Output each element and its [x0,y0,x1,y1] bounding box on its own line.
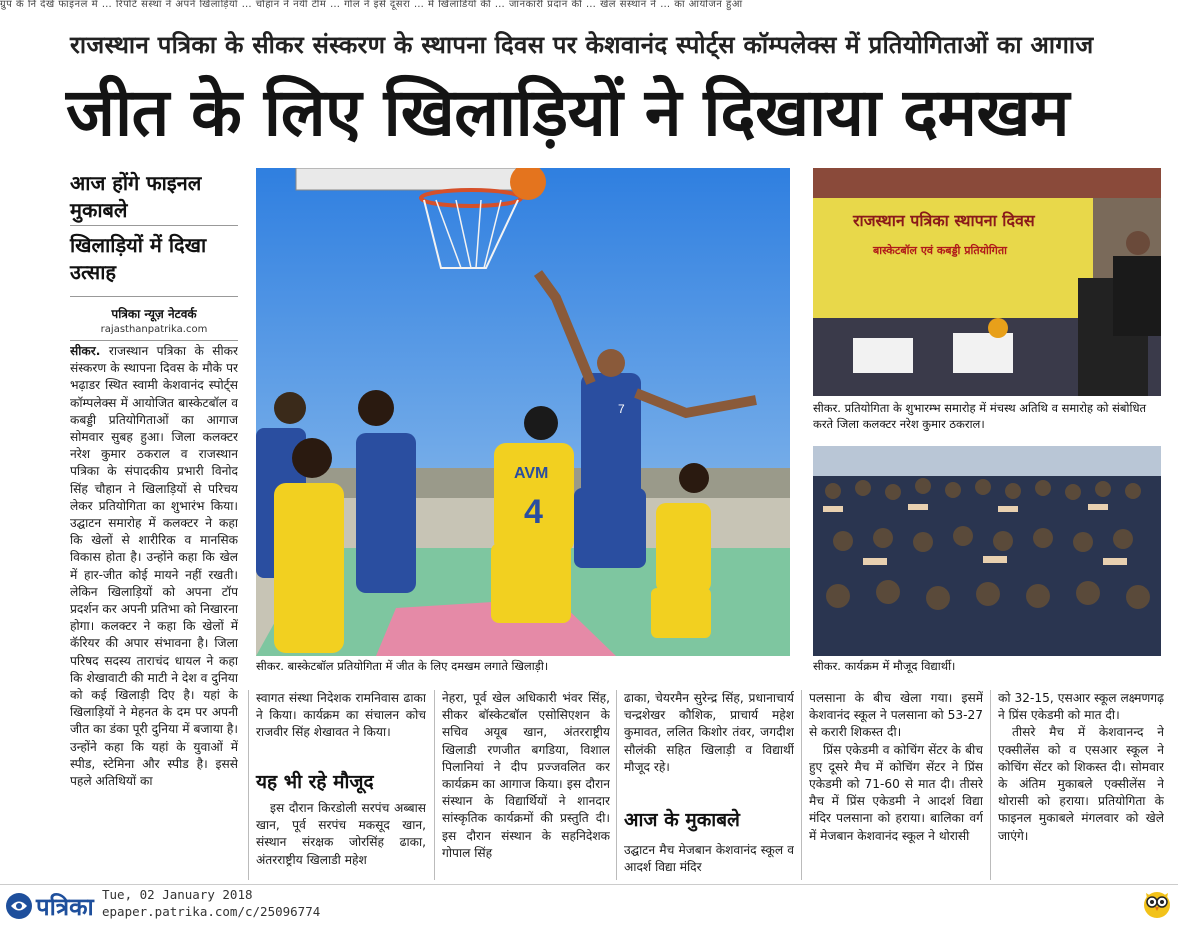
column-divider [434,690,435,880]
article-text: ढाका, चेयरमैन सुरेन्द्र सिंह, प्रधानाचार्य चन्द्रशेखर कौशिक, प्राचार्य महेश कुमावत, ललित किशोर तंवर, जगदीश सौलंकी सहित खिलाड़ी व विद्यार्थी मौजूद रहे। [624,691,794,774]
students-photo-art [813,446,1161,656]
epaper-url-link[interactable]: epaper.patrika.com/c/25096774 [102,904,321,919]
patrika-logo-icon[interactable] [6,893,32,919]
article-column-4-top [624,690,794,808]
top-strip-text: ग्रुप के नि देखे फाइनल में … रिपोर्ट संस्था ने अपने खिलाड़ियों … चौहान ने नयी टीम … गोल ने इसे दूसरा … में खिलाडियो की … जानकारी प्रदान की … खेल संस्थान ने … का आयोजन हुआ [0,0,743,10]
article-text: स्वागत संस्था निदेशक रामनिवास ढाका ने किया। कार्यक्रम का संचालन कोच राजवीर सिंह शेखावत ने किया। [256,691,426,740]
article-column-1 [70,343,238,881]
basketball-photo [256,168,790,656]
article-text: राजस्थान पत्रिका के सीकर संस्करण के स्थापना दिवस के मौके पर भढ़ाडर स्थित स्वामी केशवानंद स्पोर्ट्स कॉम्पलेक्स में आयोजित बास्केटबॉल व कबड्डी प्रतियोगिताओं का आगाज सोमवार सुबह हुआ। जिला कलक्टर नरेश कुमार ठकराल व राजस्थान पत्रिका के संपादकीय प्रभारी विनोद सिंह चौहान ने खिलाड़ियों से परिचय लेकर प्रतियोगिता का शुभारंभ किया। उद्घाटन समारोह में कलक्टर ने कहा कि खेलों से शारीरिक व मानसिक विकास होता है। उन्होंने कहा कि खेल में हार-जीत कोई मायने नहीं रखती। लेकिन खिलाड़ियों को अपना टॉप प्रदर्शन कर अपनी प्रतिभा को निखारना होगा। कलक्टर ने कहा कि खेलों में कॅरियर की अपार संभावना है। जिला परिषद सदस्य ताराचंद धायल ने कहा कि शेखावाटी की माटी ने देश व दुनिया को कई खिलाड़ी दिए है। यहां के खिलाड़ियों ने मेहनत के दम पर अपनी जीत का डंका पूरी दुनिया में बजाया है। उन्होंने कहा कि यहां के युवाओं में स्पीड, स्टेमिना और स्पीड है। इससे पहले अतिथियों का [70,344,238,789]
jersey-number: 7 [618,402,625,416]
owl-icon[interactable] [1142,887,1172,919]
basketball-photo-caption: सीकर. बास्केटबॉल प्रतियोगिता में जीत के लिए दमखम लगाते खिलाड़ी। [256,659,549,673]
site-credit: rajasthanpatrika.com [100,324,208,335]
article-column-2-bottom [256,800,426,882]
subhead-divider [70,225,238,226]
article-text: उद्घाटन मैच मेजबान केशवानंद स्कूल व आदर्श विद्या मंदिर [624,843,794,875]
section-heading-present: यह भी रहे मौजूद [256,771,374,793]
article-text: इस दौरान किरडोली सरपंच अब्बास खान, पूर्व सरपंच मकसूद खान, संस्थान संरक्षक जोरसिंह ढाका, अंतरराष्ट्रीय खिलाडी महेश [256,801,426,867]
subhead-divider [70,296,238,297]
column-divider [801,690,802,880]
main-headline: जीत के लिए खिलाड़ियों ने दिखाया दमखम [66,74,1069,151]
banner-title: राजस्थान पत्रिका स्थापना दिवस [853,211,1035,230]
edition-date: Tue, 02 January 2018 [102,887,253,902]
dateline: सीकर. [70,344,101,358]
stage-photo-art [813,168,1161,396]
stage-photo-caption: सीकर. प्रतियोगिता के शुभारम्भ समारोह में मंचस्थ अतिथि व समारोह को संबोधित करते जिला कलक्टर नरेश कुमार ठकराल। [813,401,1147,431]
stage-photo [813,168,1161,396]
banner-subtitle: बास्केटबॉल एवं कबड्डी प्रतियोगिता [873,244,1007,257]
students-photo [813,446,1161,656]
byline: पत्रिका न्यूज़ नेटवर्क [111,307,197,321]
column-divider [616,690,617,880]
kicker-headline: राजस्थान पत्रिका के सीकर संस्करण के स्थापना दिवस पर केशवानंद स्पोर्ट्स कॉम्पलेक्स में प्रतियोगिताओं का आगाज [70,31,1094,59]
article-text: तीसरे मैच में केशवानन्द ने एक्सीलेंस को व एसआर स्कूल ने कोचिंग सेंटर को शिकस्त दी। सोमवार के अंतिम मुकाबले एक्सीलेंस ने थोरासी को हराया। प्रतियोगिता के फाइनल मुकाबले मंगलवार को खेले जाएंगे। [998,725,1164,843]
article-text: को 32-15, एसआर स्कूल लक्ष्मणगढ़ ने प्रिंस एकेडमी को मात दी। [998,691,1164,723]
article-text: पलसाना के बीच खेला गया। इसमें केशवानंद स्कूल ने पलसाना को 53-27 से करारी शिकस्त दी। [809,691,983,740]
basketball-photo-art [256,168,790,656]
article-column-6 [998,690,1164,882]
column-divider [248,690,249,880]
patrika-logo-text[interactable]: पत्रिका [36,893,94,921]
column-divider [990,690,991,880]
article-column-2-top [256,690,426,770]
students-photo-caption: सीकर. कार्यक्रम में मौजूद विद्यार्थी। [813,659,956,673]
article-column-4-bottom [624,842,794,882]
byline-divider [70,340,238,341]
jersey-letters: AVM [514,465,549,482]
subhead-enthusiasm: खिलाड़ियों में दिखा उत्साह [70,233,207,284]
jersey-number: 4 [524,493,543,531]
subhead-final-matches: आज होंगे फाइनल मुकाबले [70,171,202,222]
article-text: प्रिंस एकेडमी व कोचिंग सेंटर के बीच हुए दूसरे मैच में कोचिंग सेंटर ने प्रिंस एकेडमी को 71-60 से मात दी। तीसरे मैच में प्रिंस एकेडमी ने आदर्श विद्या मंदिर पलसाना को हराया। बालिका वर्ग में मेजबान केशवानंद स्कूल ने थोरासी [809,742,983,843]
section-heading-matches: आज के मुकाबले [624,809,740,831]
article-column-3 [442,690,610,882]
article-column-5 [809,690,983,882]
article-text: नेहरा, पूर्व खेल अधिकारी भंवर सिंह, सीकर बॉस्केटबॉल एसोसिएशन के सचिव अयूब खान, अंतरराष्ट्रीय खिलाडी रणजीत बगडिया, विशाल पिलानियां ने दीप प्रज्जवलित कर कार्यक्रम का आगाज किया। इस दौरान संस्थान के विद्यार्थियों ने शानदार सांस्कृतिक कार्यक्रमों की प्रस्तुति दी। इस दौरान संस्थान के सहनिदेशक गोपाल सिंह [442,691,610,860]
